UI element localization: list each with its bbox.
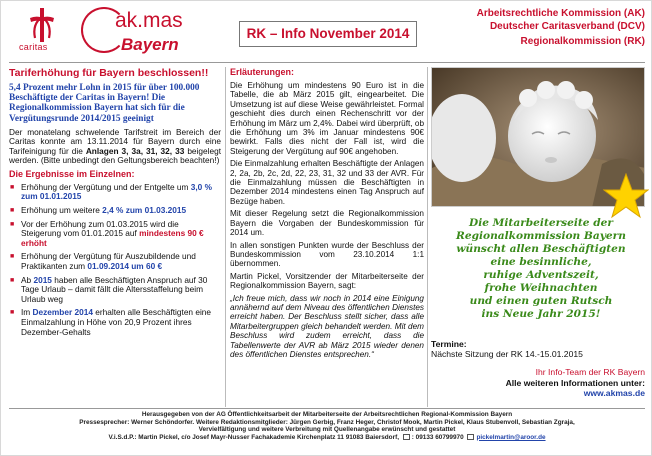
item-highlight: 2015 [33,274,52,285]
greeting-line: ruhige Adventszeit, [483,269,599,281]
explanations-heading: Erläuterungen: [230,67,295,77]
greeting-line: Regionalkommission Bayern [456,230,626,242]
footer-contact [9,434,645,442]
dates-section [431,339,645,359]
explanation-paragraph-5: Martin Pickel, Vorsitzender der Mitarbeiterseite der Regionalkommission Bayern, sagt: [230,271,424,291]
phone-icon [403,434,410,440]
christmas-greeting [437,217,645,321]
greeting-line: eine besinnliche, [490,256,592,268]
mail-icon [467,434,474,440]
intro-paragraph [9,128,221,166]
star-icon [603,173,649,219]
item-text: Erhöhung der Vergütung für Auszubildende und Praktikanten zum [21,251,196,271]
akmas-wordmark: ak.mas [115,9,183,32]
footer-copyright: Vervielfältigung und weitere Verbreitung mit Quellenangabe erwünscht und gestattet [198,426,456,434]
item-highlight: 3,0 % zum 01.01.2015 [21,181,212,202]
footer-editors: Pressesprecher: Werner Schöndorfer. Weitere Redaktionsmitglieder: Jürgen Gerbig, Franz Heger, Christof Mook, Martin Pickel, Klaus Stubenvoll, Sebastian Zgraja, [79,418,575,426]
page-title: RK – Info November 2014 [239,21,417,47]
intro-text-a: Der monatelang schwelende Tarifstreit im Bereich der Caritas konnte am 13.11.2014 für Bayern durch eine Tarifeinigung für die [9,126,221,156]
akmas-logo [81,5,241,59]
intro-anlagen: Anlagen 3, 3a, 31, 32, 33 [85,145,185,156]
website-link[interactable]: www.akmas.de [583,388,645,398]
header [1,1,652,63]
main-headline: Tariferhöhung für Bayern beschlossen!! [9,67,209,79]
column-divider [427,67,428,407]
explanation-paragraph-4: In allen sonstigen Punkten wurde der Beschluss der Bundeskommission vom 23.10.2014 1:1 übernommen. [230,240,424,269]
item-highlight: Dezember 2014 [32,307,93,318]
item-text: Im [21,307,33,318]
list-item [9,206,221,216]
list-item [9,252,221,271]
item-text: Ab [21,274,34,285]
footer-phone: : 09133 60799970 [411,433,464,441]
caritas-cross-icon [27,8,57,42]
item-text: haben alle Beschäftigten Anspruch auf 30 Tage Urlaub – damit fällt die Altersstaffelung beim Urlaub weg [21,274,208,304]
organization-block [477,7,645,48]
lead-paragraph: 5,4 Prozent mehr Lohn in 2015 für über 100.000 Beschäftigte der Caritas in Bayern! Die Regionalkommission Bayern hat sich für die Vergütungsrunde 2014/2015 geeinigt [9,83,200,124]
explanation-paragraph-1: Die Erhöhung um mindestens 90 Euro ist in die Tabelle, die ab März 2015 gilt, eingearbeitet. Die Umsetzung ist auf diese Weise gewährleistet. Formal geschieht dies durch einen Rechenschritt vor der Erhöhung im März um 2,4%. Dabei wird überprüft, ob die Erhöhung um 3% im Januar mindestens 90€ bewirkt. Falls dies nicht der Fall ist, wird die Steigerung der Vergütung auf 90€ angehoben. [230,81,424,156]
item-highlight: 2,4 % zum 01.03.2015 [102,205,187,215]
item-highlight: mindestens 90 € erhöht [21,228,204,248]
list-item [9,276,221,305]
footer-publisher: Herausgegeben von der AG Öffentlichkeitsarbeit der Mitarbeiterseite der Arbeitsrechtlichen Regional-Kommission Bayern [141,411,513,418]
list-item [9,183,221,202]
org-line-ak: Arbeitsrechtliche Kommission (AK) [476,8,645,19]
item-text: Vor der Erhöhung zum 01.03.2015 wird die Steigerung vom 01.01.2015 auf [21,218,179,239]
next-meeting: Nächste Sitzung der RK 14.-15.01.2015 [431,349,583,359]
item-text: Erhöhung um weitere [21,205,103,215]
greeting-line: Die Mitarbeiterseite der [469,217,613,229]
header-divider [9,62,645,63]
list-item [9,308,221,337]
item-text: erhalten alle Beschäftigten eine Einmalzahlung in Höhe von 20,9 Prozent ihres Dezember-Gehalts [21,307,212,337]
results-heading: Die Ergebnisse im Einzelnen: [9,168,135,179]
intro-text-c: beigelegt werden. (Bitte unbedingt den Geltungsbereich beachten!) [9,145,221,166]
left-column [9,67,221,407]
akmas-region: Bayern [121,35,179,54]
explanation-paragraph-2: Die Einmalzahlung erhalten Beschäftigte der Anlagen 2, 2a, 2b, 2c, 2d, 22, 23, 31, 32 und 33 der AVR. Für die Einmalzahlung müssen die Beschäftigten in Dezember 2014 mindestens einen Tag Anspruch auf Bezüge haben. [230,159,424,206]
caritas-wordmark: caritas [19,42,48,52]
footer-email-link[interactable]: pickelmartin@aroor.de [476,433,546,441]
right-column [431,67,645,407]
middle-column [230,67,424,407]
org-line-dcv: Deutscher Caritasverband (DCV) [489,21,645,32]
greeting-line: wünscht allen Beschäftigten [456,243,626,255]
item-highlight: 01.09.2014 um 60 € [87,260,163,271]
team-block [431,367,645,399]
item-text: Erhöhung der Vergütung und der Entgelte um [21,181,191,192]
caritas-logo [13,6,75,58]
explanation-paragraph-3: Mit dieser Regelung setzt die Regionalkommission Bayern die Vorgaben der Bundeskommission für 2014 um. [230,209,424,238]
team-line: Ihr Info-Team der RK Bayern [535,367,645,377]
greeting-line: ins Neue Jahr 2015! [481,308,601,320]
greeting-line: und einen guten Rutsch [469,295,613,307]
column-divider [225,67,226,407]
dates-heading: Termine: [431,339,467,349]
footer-address: V.i.S.d.P.: Martin Pickel, c/o Josef Mayr-Nusser Fachakademie Kirchenplatz 11 91083 Baiersdorf, [108,433,399,441]
chairman-quote: „Ich freue mich, dass wir noch in 2014 eine Einigung annähernd auf dem Niveau des öffentlichen Dienstes erreicht haben. Der Beschluss stellt sicher, dass alle Mitarbeitergruppen gleich behandelt werden. Mit dem Beschluss wird zudem erreicht, dass die Tabellenwerte der AVR ab März 2015 wieder denen des öffentlichen Dienstes entsprechen.“ [230,293,424,359]
list-item [9,220,221,249]
greeting-line: frohe Weihnachten [484,282,598,294]
org-line-rk: Regionalkommission (RK) [520,36,645,47]
more-info-line: Alle weiteren Informationen unter: [505,377,645,388]
results-list [9,183,221,337]
footer [9,408,645,441]
